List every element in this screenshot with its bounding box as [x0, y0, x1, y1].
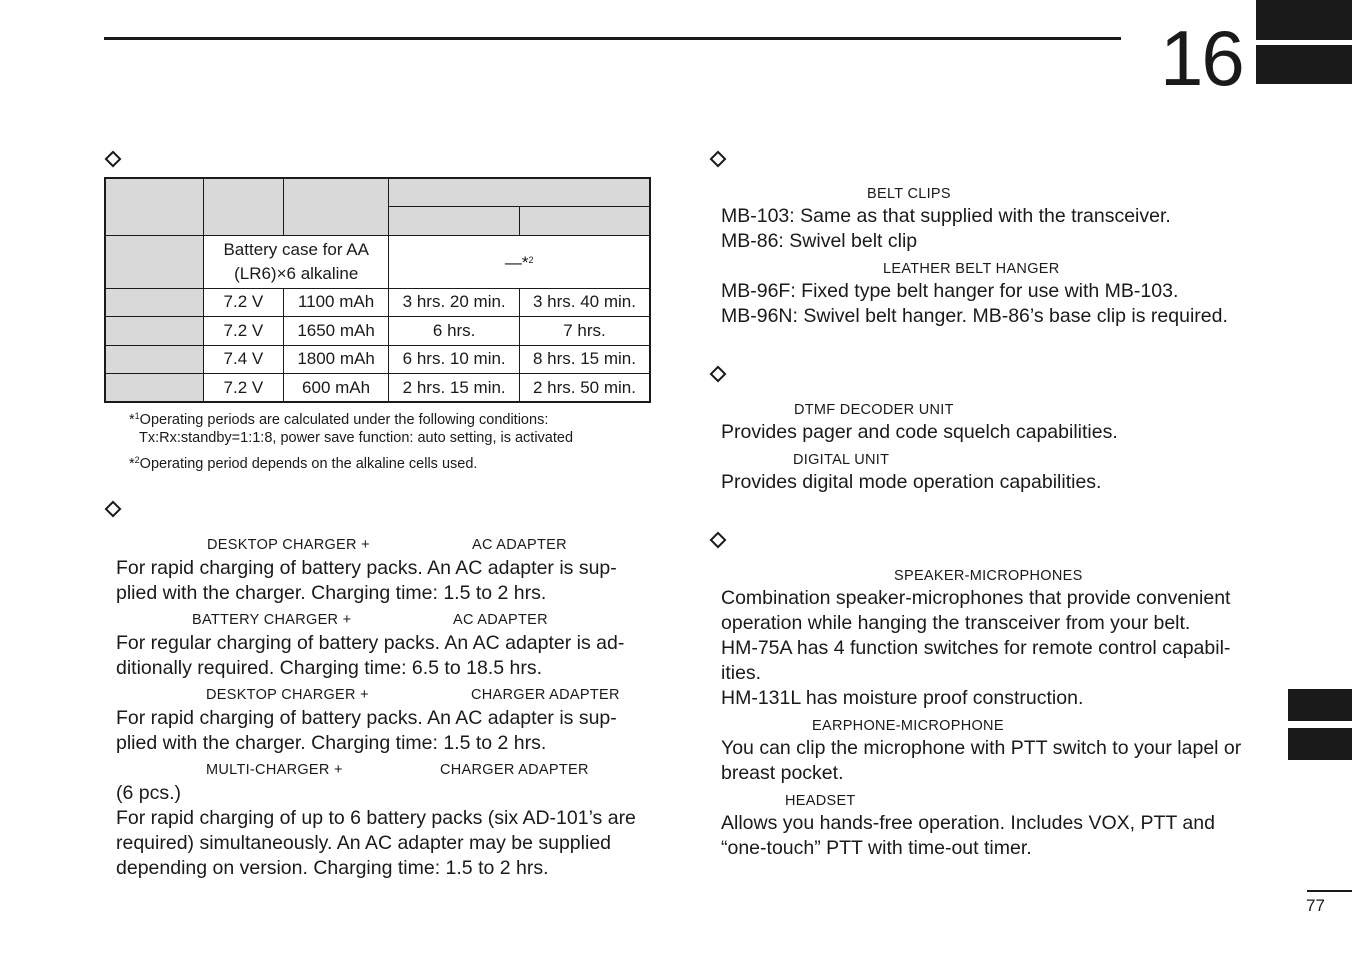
table-cell [105, 235, 204, 288]
table-cell: 8 hrs. 15 min. [519, 345, 650, 374]
battery-case-line1: Battery case for AA [223, 239, 369, 259]
charger1-description: For rapid charging of battery packs. An AC adapter is sup- plied with the charger. Charging time: 1.5 to 2 hrs. [116, 557, 617, 604]
table-cell: 7.2 V [204, 374, 284, 403]
battery-table [104, 177, 651, 403]
table-cell: 2 hrs. 15 min. [389, 374, 520, 403]
header-rule [104, 37, 1121, 40]
table-row [105, 374, 650, 403]
section-marker-microphones [710, 532, 727, 549]
leather-hanger-caption: LEATHER BELT HANGER [883, 261, 1060, 277]
belt-clips-caption: BELT CLIPS [867, 186, 951, 202]
charger4-caption-b: CHARGER ADAPTER [440, 762, 589, 778]
charger3-caption-a: DESKTOP CHARGER + [206, 687, 369, 703]
table-header-cell [389, 178, 650, 207]
table-cell [105, 374, 204, 403]
charger2-caption-a: BATTERY CHARGER + [192, 612, 352, 628]
table-cell: 1650 mAh [283, 317, 389, 346]
table-header-cell [519, 207, 650, 236]
footnote-1-line2: Tx:Rx:standby=1:1:8, power save function: auto setting, is activated [139, 430, 574, 446]
table-cell: 1800 mAh [283, 345, 389, 374]
table-cell: —*$^2$ [389, 235, 650, 288]
side-index-tab-2 [1288, 728, 1352, 760]
footnote-1: *$^1$Operating periods are calculated under the following conditions: [129, 411, 549, 428]
speaker-mic-caption: SPEAKER-MICROPHONES [894, 568, 1083, 584]
belt-hanger-mb96f: MB-96F: Fixed type belt hanger for use with MB-103. [721, 280, 1179, 302]
headset-description: Allows you hands-free operation. Includes VOX, PTT and “one-touch” PTT with time-out timer. [721, 812, 1215, 859]
table-cell [105, 288, 204, 317]
side-index-tab-1 [1288, 689, 1352, 721]
table-cell: 2 hrs. 50 min. [519, 374, 650, 403]
table-header-cell [105, 178, 204, 235]
charger2-description: For regular charging of battery packs. An AC adapter is ad- ditionally required. Charging time: 6.5 to 18.5 hrs. [116, 632, 625, 679]
footer-rule [1307, 890, 1352, 892]
section-marker-belt-clips [710, 151, 727, 168]
footnote-2: *$^2$Operating period depends on the alkaline cells used. [129, 455, 478, 472]
speaker-mic-description: Combination speaker-microphones that provide convenient operation while hanging the transceiver from your belt. HM-75A has 4 function switches for remote control capabil- ities. HM-131L has moisture proof construction. [721, 587, 1231, 709]
charger1-caption-b: AC ADAPTER [472, 537, 567, 553]
table-cell: 600 mAh [283, 374, 389, 403]
page-number: 77 [1306, 896, 1325, 915]
table-header-cell [389, 207, 520, 236]
charger4-description: For rapid charging of up to 6 battery packs (six AD-101’s are required) simultaneously. An AC adapter may be supplied depending on version. Charging time: 1.5 to 2 hrs. [116, 807, 636, 879]
charger1-caption-a: DESKTOP CHARGER + [207, 537, 370, 553]
earphone-mic-description: You can clip the microphone with PTT switch to your lapel or breast pocket. [721, 737, 1242, 784]
earphone-mic-caption: EARPHONE-MICROPHONE [812, 718, 1004, 734]
table-cell: 7.4 V [204, 345, 284, 374]
section-marker-units [710, 366, 727, 383]
charger4-caption-a: MULTI-CHARGER + [206, 762, 343, 778]
table-row [105, 345, 650, 374]
table-cell [105, 345, 204, 374]
table-cell: 7 hrs. [519, 317, 650, 346]
chapter-number: 16 [1160, 14, 1243, 102]
table-header-cell [283, 178, 389, 235]
table-cell: 6 hrs. 10 min. [389, 345, 520, 374]
dtmf-unit-description: Provides pager and code squelch capabilities. [721, 421, 1118, 443]
table-header-cell [204, 178, 284, 235]
table-cell [204, 235, 389, 288]
digital-unit-caption: DIGITAL UNIT [793, 452, 890, 468]
table-row [105, 235, 650, 288]
table-cell: 3 hrs. 40 min. [519, 288, 650, 317]
table-header-row [105, 178, 650, 207]
charger3-description: For rapid charging of battery packs. An AC adapter is sup- plied with the charger. Charging time: 1.5 to 2 hrs. [116, 707, 617, 754]
table-row [105, 317, 650, 346]
table-cell [105, 317, 204, 346]
charger3-caption-b: CHARGER ADAPTER [471, 687, 620, 703]
section-marker-chargers [105, 501, 122, 518]
charger2-caption-b: AC ADAPTER [453, 612, 548, 628]
table-cell: 7.2 V [204, 288, 284, 317]
chapter-tab-top [1256, 0, 1352, 40]
table-cell: 3 hrs. 20 min. [389, 288, 520, 317]
charger4-quantity: (6 pcs.) [116, 782, 182, 804]
table-cell: 1100 mAh [283, 288, 389, 317]
table-row [105, 288, 650, 317]
section-marker-battery [105, 151, 122, 168]
headset-caption: HEADSET [785, 793, 856, 809]
table-cell: 7.2 V [204, 317, 284, 346]
table-cell: 6 hrs. [389, 317, 520, 346]
belt-hanger-mb96n: MB-96N: Swivel belt hanger. MB-86’s base clip is required. [721, 305, 1228, 327]
belt-clip-mb103: MB-103: Same as that supplied with the transceiver. [721, 205, 1171, 227]
battery-case-line2: (LR6)×6 alkaline [234, 263, 359, 283]
chapter-tab-bottom [1256, 45, 1352, 84]
dtmf-unit-caption: DTMF DECODER UNIT [794, 402, 954, 418]
belt-clip-mb86: MB-86: Swivel belt clip [721, 230, 918, 252]
digital-unit-description: Provides digital mode operation capabilities. [721, 471, 1102, 493]
